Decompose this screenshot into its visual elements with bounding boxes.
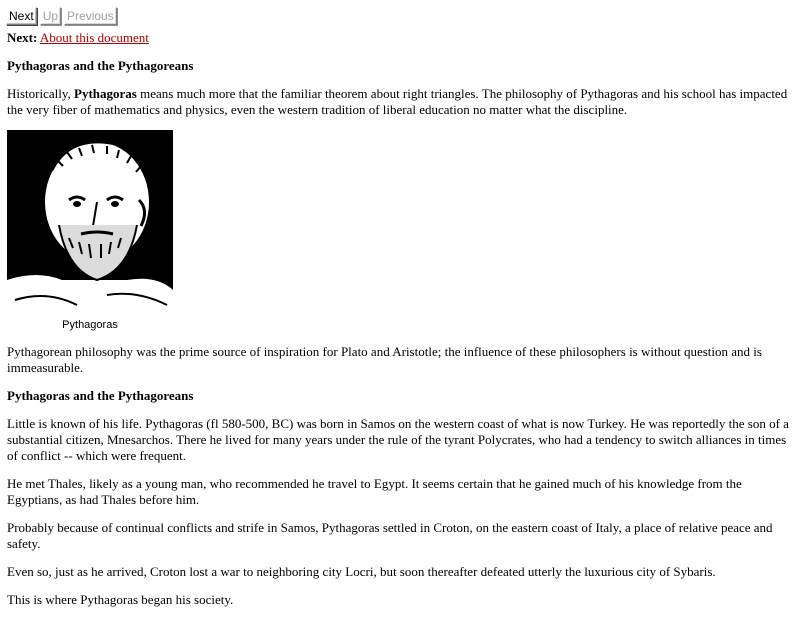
life-paragraph: Little is known of his life. Pythagoras (fl 580-500, BC) was born in Samos on the western coast of what is now Turkey. He was reportedly the son of a substantial citizen, Mnesarchos. There he lived for many years under the rule of the tyrant Polycrates, who had a tendency to switch alliances in times of conflict -- which were frequent. (7, 416, 789, 463)
pythagoras-portrait (7, 130, 173, 332)
up-button[interactable]: Up (40, 7, 61, 25)
society-paragraph: This is where Pythagoras began his society. (7, 592, 234, 607)
about-this-document-link[interactable]: About this document (39, 30, 149, 45)
croton-paragraph: Probably because of continual conflicts and strife in Samos, Pythagoras settled in Croton, on the eastern coast of Italy, a place of relative peace and safety. (7, 520, 773, 551)
portrait-caption: Pythagoras (62, 319, 118, 331)
section-heading: Pythagoras and the Pythagoreans (7, 58, 194, 73)
thales-paragraph: He met Thales, likely as a young man, who recommended he travel to Egypt. It seems certain that he gained much of his knowledge from the Egyptians, as had Thales before him. (7, 476, 742, 507)
pythagoras-bold: Pythagoras (74, 86, 137, 101)
navigation-bar (6, 7, 117, 25)
next-link-line (7, 30, 149, 46)
intro-paragraph: Historically, Pythagoras means much more that the familiar theorem about right triangles. The philosophy of Pythagoras and his school has impacted the very fiber of mathematics and physics, even the western tradition of liberal education no matter what the discipline. (7, 86, 788, 117)
next-button[interactable]: Next (6, 7, 37, 25)
influence-paragraph: Pythagorean philosophy was the prime source of inspiration for Plato and Aristotle; the influence of these philosophers is without question and is immeasurable. (7, 344, 762, 375)
previous-button[interactable]: Previous (64, 7, 117, 25)
bust-image (7, 130, 173, 332)
section-heading-2: Pythagoras and the Pythagoreans (7, 388, 194, 403)
locri-paragraph: Even so, just as he arrived, Croton lost a war to neighboring city Locri, but soon thereafter defeated utterly the luxurious city of Sybaris. (7, 564, 716, 579)
document-body (7, 58, 792, 620)
next-prefix: Next: (7, 30, 38, 45)
